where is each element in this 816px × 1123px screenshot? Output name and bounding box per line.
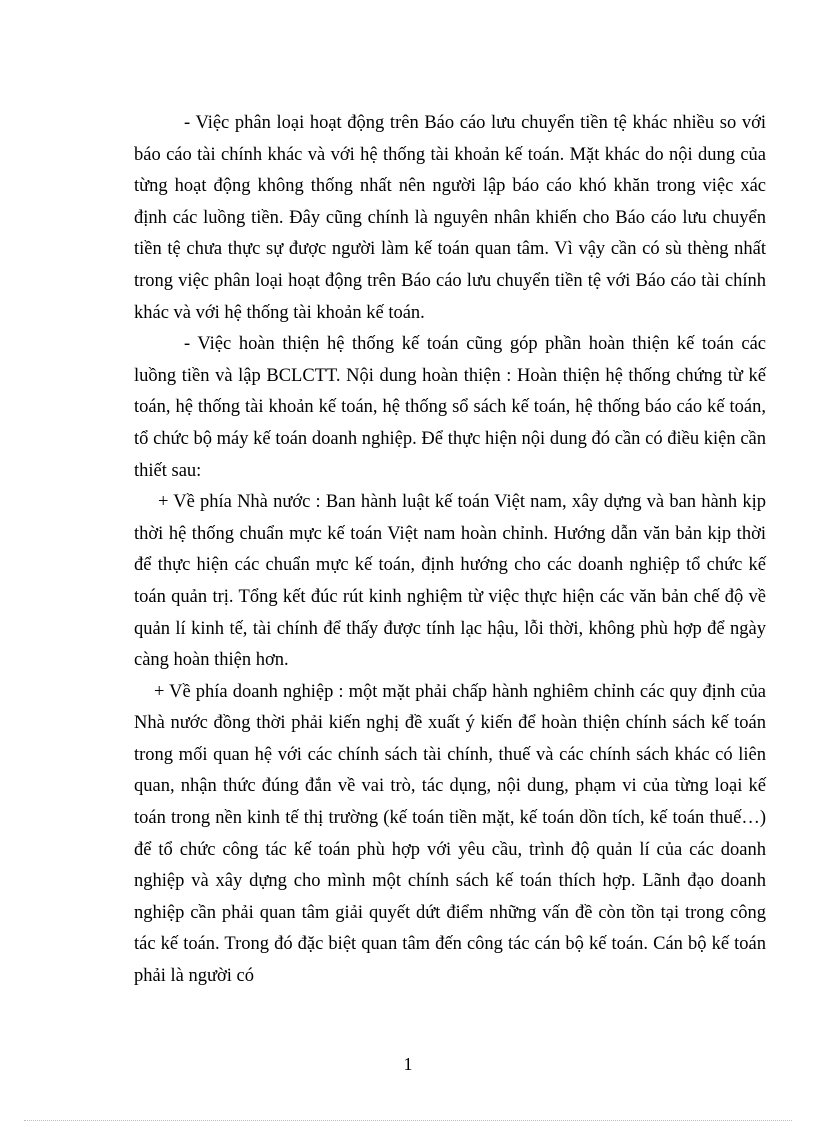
page-number: 1 bbox=[403, 1054, 413, 1074]
paragraph-enterprise-side: + Về phía doanh nghiệp : một mặt phải chấp hành nghiêm chỉnh các quy định của Nhà nước đồng thời phải kiến nghị đề xuất ý kiến để hoàn thiện chính sách kế toán trong mối quan hệ với các chính sách tài chính, thuế và các chính sách khác có liên quan, nhận thức đúng đắn về vai trò, tác dụng, nội dung, phạm vi của từng loại kế toán trong nền kinh tế thị trường (kế toán tiền mặt, kế toán dồn tích, kế toán thuế…) để tổ chức công tác kế toán phù hợp với yêu cầu, trình độ quản lí của các doanh nghiệp và xây dựng cho mình một chính sách kế toán thích hợp. Lãnh đạo doanh nghiệp cần phải quan tâm giải quyết dứt điểm những vấn đề còn tồn tại trong công tác kế toán. Trong đó đặc biệt quan tâm đến công tác cán bộ kế toán. Cán bộ kế toán phải là người có bbox=[134, 681, 766, 987]
paragraph-cash-flow-classification: - Việc phân loại hoạt động trên Báo cáo lưu chuyển tiền tệ khác nhiều so với báo cáo tài chính khác và với hệ thống tài khoản kế toán. Mặt khác do nội dung của từng hoạt động không thống nhất nên người lập báo cáo khó khăn trong việc xác định các luồng tiền. Đây cũng chính là nguyên nhân khiến cho Báo cáo lưu chuyển tiền tệ chưa thực sự được người làm kế toán quan tâm. Vì vậy cần có sù thèng nhất trong việc phân loại hoạt động trên Báo cáo lưu chuyển tiền tệ với Báo cáo tài chính khác và với hệ thống tài khoản kế toán. bbox=[134, 113, 766, 323]
page-bottom-divider bbox=[24, 1120, 792, 1121]
paragraph-state-side: + Về phía Nhà nước : Ban hành luật kế toán Việt nam, xây dựng và ban hành kịp thời hệ thống chuẩn mực kế toán Việt nam hoàn chỉnh. Hướng dẫn văn bản kịp thời để thực hiện các chuẩn mực kế toán, định hướng cho các doanh nghiệp tổ chức kế toán quản trị. Tổng kết đúc rút kinh nghiệm từ việc thực hiện các văn bản chế độ về quản lí kinh tế, tài chính để thấy được tính lạc hậu, lỗi thời, không phù hợp để ngày càng hoàn thiện hơn. bbox=[134, 492, 766, 671]
body-text bbox=[134, 108, 766, 993]
paragraph-accounting-system-improvement: - Việc hoàn thiện hệ thống kế toán cũng góp phần hoàn thiện kế toán các luồng tiền và lập BCLCTT. Nội dung hoàn thiện : Hoàn thiện hệ thống chứng từ kế toán, hệ thống tài khoản kế toán, hệ thống sổ sách kế toán, hệ thống báo cáo kế toán, tổ chức bộ máy kế toán doanh nghiệp. Để thực hiện nội dung đó cần có điều kiện cần thiết sau: bbox=[134, 334, 766, 481]
